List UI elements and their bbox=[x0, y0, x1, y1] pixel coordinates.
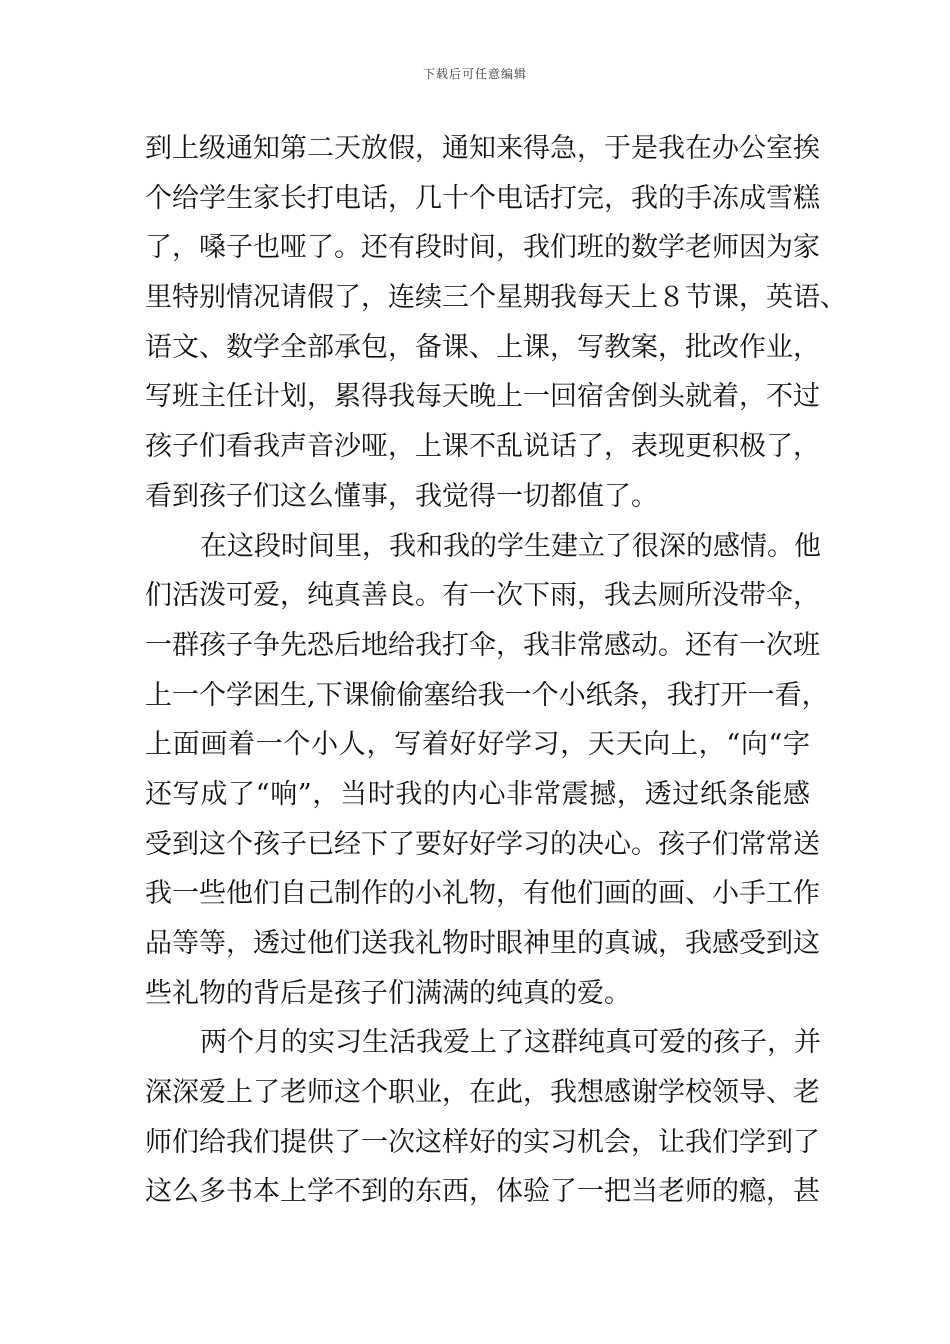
text-line: 上面画着一个小人，写着好好学习，天天向上，“向“字 bbox=[145, 729, 810, 761]
text-line: 品等等，透过他们送我礼物时眼神里的真诚，我感受到这 bbox=[145, 928, 820, 959]
text-line: 这么多书本上学不到的东西，体验了一把当老师的瘾，甚 bbox=[145, 1176, 820, 1208]
text-line: 个给学生家长打电话，几十个电话打完，我的手冻成雪糕 bbox=[145, 182, 820, 214]
text-line: 到上级通知第二天放假，通知来得急，于是我在办公室挨 bbox=[145, 133, 820, 164]
text-line: 些礼物的背后是孩子们满满的纯真的爱。 bbox=[145, 977, 631, 1009]
text-line: 两个月的实习生活我爱上了这群纯真可爱的孩子，并 bbox=[200, 1027, 821, 1059]
page-header: 下载后可任意编辑 bbox=[422, 67, 527, 81]
text-line: 一群孩子争先恐后地给我打伞，我非常感动。还有一次班 bbox=[145, 629, 820, 661]
text-line: 里特别情况请假了，连续三个星期我每天上８节课，英语、 bbox=[145, 282, 847, 314]
text-line: 了，嗓子也哑了。还有段时间，我们班的数学老师因为家 bbox=[145, 232, 820, 264]
text-line: 上一个学困生,下课偷偷塞给我一个小纸条，我打开一看， bbox=[145, 679, 829, 711]
text-line: 孩子们看我声音沙哑，上课不乱说话了，表现更积极了， bbox=[145, 431, 820, 463]
text-line: 受到这个孩子已经下了要好好学习的决心。孩子们常常送 bbox=[145, 828, 820, 860]
text-line: 看到孩子们这么懂事，我觉得一切都值了。 bbox=[145, 480, 658, 512]
text-line: 在这段时间里，我和我的学生建立了很深的感情。他 bbox=[200, 530, 821, 562]
text-line: 师们给我们提供了一次这样好的实习机会，让我们学到了 bbox=[145, 1126, 820, 1158]
text-line: 语文、数学全部承包，备课、上课，写教案，批改作业， bbox=[145, 331, 820, 363]
text-line: 我一些他们自己制作的小礼物，有他们画的画、小手工作 bbox=[145, 878, 820, 910]
text-line: 写班主任计划，累得我每天晚上一回宿舍倒头就着，不过 bbox=[145, 381, 820, 413]
text-line: 深深爱上了老师这个职业，在此，我想感谢学校领导、老 bbox=[145, 1077, 820, 1109]
text-line: 还写成了“响”，当时我的内心非常震撼，透过纸条能感 bbox=[145, 778, 810, 810]
document-body bbox=[145, 124, 847, 1217]
text-line: 们活泼可爱，纯真善良。有一次下雨，我去厕所没带伞， bbox=[145, 580, 820, 612]
